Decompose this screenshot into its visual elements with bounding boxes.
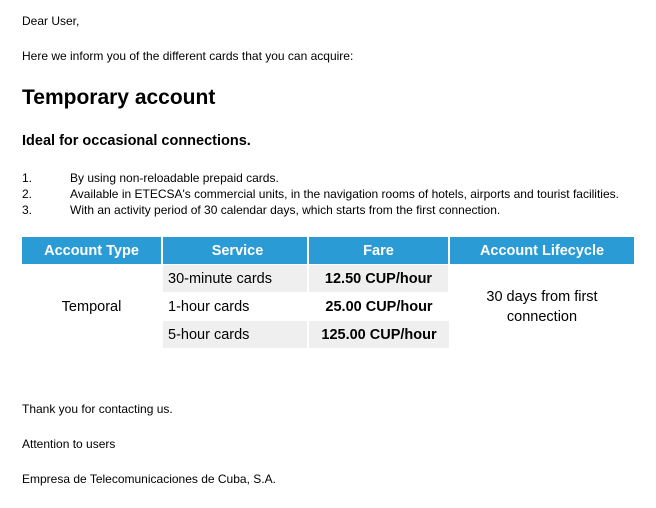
header-account-type: Account Type [22,237,162,265]
account-type-cell: Temporal [22,265,162,349]
list-item-text: With an activity period of 30 calendar days, which starts from the first connection. [70,203,501,217]
company-signature: Empresa de Telecomunicaciones de Cuba, S.A. [22,472,276,486]
list-item-number: 2. [22,187,33,201]
fare-cell: 125.00 CUP/hour [308,321,449,349]
list-item-number: 3. [22,203,33,217]
list-item-number: 1. [22,171,33,185]
list-item-text: Available in ETECSA's commercial units, in the navigation rooms of hotels, airports and tourist facilities. [70,187,619,201]
feature-list [22,170,619,218]
service-cell: 30-minute cards [162,265,308,293]
fare-cell: 25.00 CUP/hour [308,293,449,321]
page-title: Temporary account [22,86,216,109]
list-item [22,170,619,186]
list-item [22,186,619,202]
header-fare: Fare [308,237,449,265]
lifecycle-text: 30 days from first connection [486,288,598,325]
thanks-text: Thank you for contacting us. [22,402,173,416]
table-header-row [22,237,634,265]
page-subtitle: Ideal for occasional connections. [22,133,251,149]
list-item-text: By using non-reloadable prepaid cards. [70,171,279,185]
cards-table [22,237,634,348]
lifecycle-cell [449,265,634,349]
header-lifecycle: Account Lifecycle [449,237,634,265]
service-cell: 5-hour cards [162,321,308,349]
attention-text: Attention to users [22,437,116,451]
list-item [22,202,619,218]
header-service: Service [162,237,308,265]
fare-cell: 12.50 CUP/hour [308,265,449,293]
service-cell: 1-hour cards [162,293,308,321]
intro-text: Here we inform you of the different cards that you can acquire: [22,49,354,63]
table-row [22,265,634,293]
greeting-text: Dear User, [22,14,80,28]
